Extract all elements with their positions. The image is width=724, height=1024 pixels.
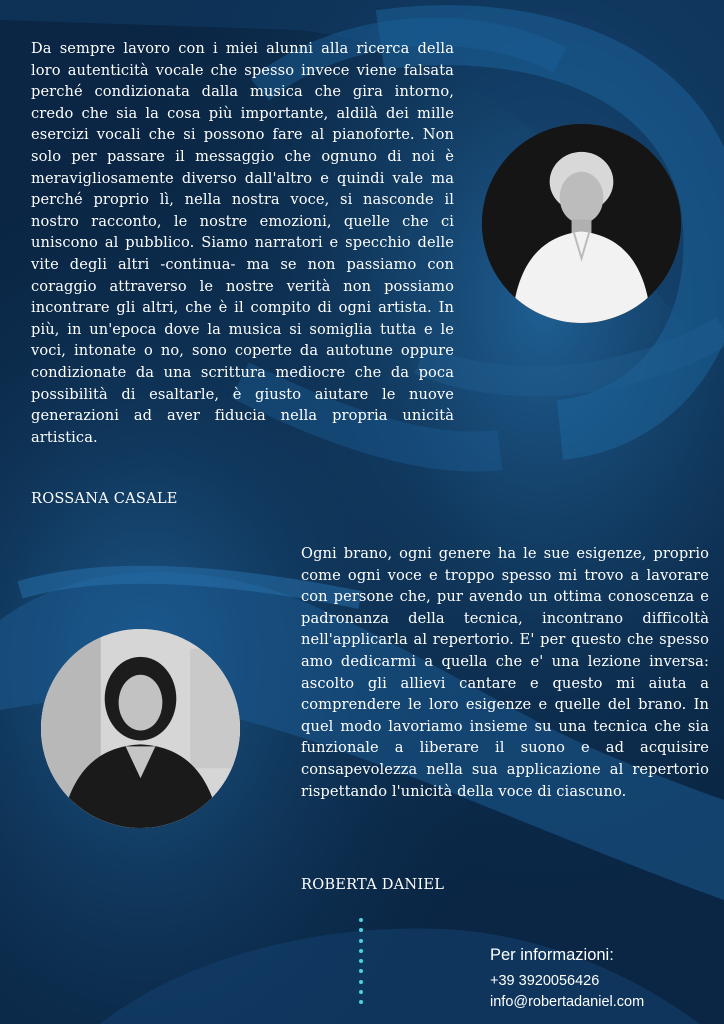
contact-title: Per informazioni: (490, 946, 614, 964)
rossana-author-name: ROSSANA CASALE (31, 490, 178, 507)
portrait-woman-white-shirt-icon (482, 124, 681, 323)
contact-email[interactable]: info@robertadaniel.com (490, 994, 645, 1010)
decorative-dotted-line (359, 918, 365, 1011)
contact-info (490, 946, 644, 1013)
rossana-quote-text: Da sempre lavoro con i miei alunni alla ricerca della loro autenticità vocale che spesso invece viene falsata perché condizionata dalla musica che gira intorno, credo che sia la cosa più importante, aldilà dei mille esercizi vocali che si possono fare al pianoforte. Non solo per passare il messaggio che ognuno di noi è meravigliosamente diverso dall'altro e quindi vale ma perché proprio lì, nella nostra voce, si nasconde il nostro racconto, le nostre emozioni, quelle che ci uniscono al pubblico. Siamo narratori e specchio delle vite degli altri -continua- ma se non passiamo con coraggio attraverso le nostre verità non possiamo incontrare gli altri, che è il compito di ogni artista. In più, in un'epoca dove la musica si somiglia tutta e le voci, intonate o no, sono coperte da autotune oppure condizionate da una scrittura mediocre che da poca possibilità di esaltarle, è giusto aiutare le nuove generazioni ad aver fiducia nella propria unicità artistica. (31, 40, 454, 446)
portrait-woman-dark-jacket-icon (41, 629, 240, 828)
roberta-quote-text: Ogni brano, ogni genere ha le sue esigenze, proprio come ogni voce e troppo spesso mi trovo a lavorare con persone che, pur avendo un ottima conoscenza e padronanza della tecnica, incontrano difficoltà nell'applicarla al repertorio. E' per questo che spesso amo dedicarmi a quella che e' una lezione inversa: ascolto gli allievi cantare e questo mi aiuta a comprendere le loro esigenze e quelle del brano. In quel modo lavoriamo insieme su una tecnica che sia funzionale a liberare il suono e ad acquisire consapevolezza nella sua applicazione al repertorio rispettando l'unicità della voce di ciascuno. (301, 545, 709, 800)
roberta-portrait-photo (41, 629, 240, 828)
roberta-author-name: ROBERTA DANIEL (301, 876, 445, 893)
rossana-portrait-photo (482, 124, 681, 323)
contact-phone[interactable]: +39 3920056426 (490, 973, 600, 989)
